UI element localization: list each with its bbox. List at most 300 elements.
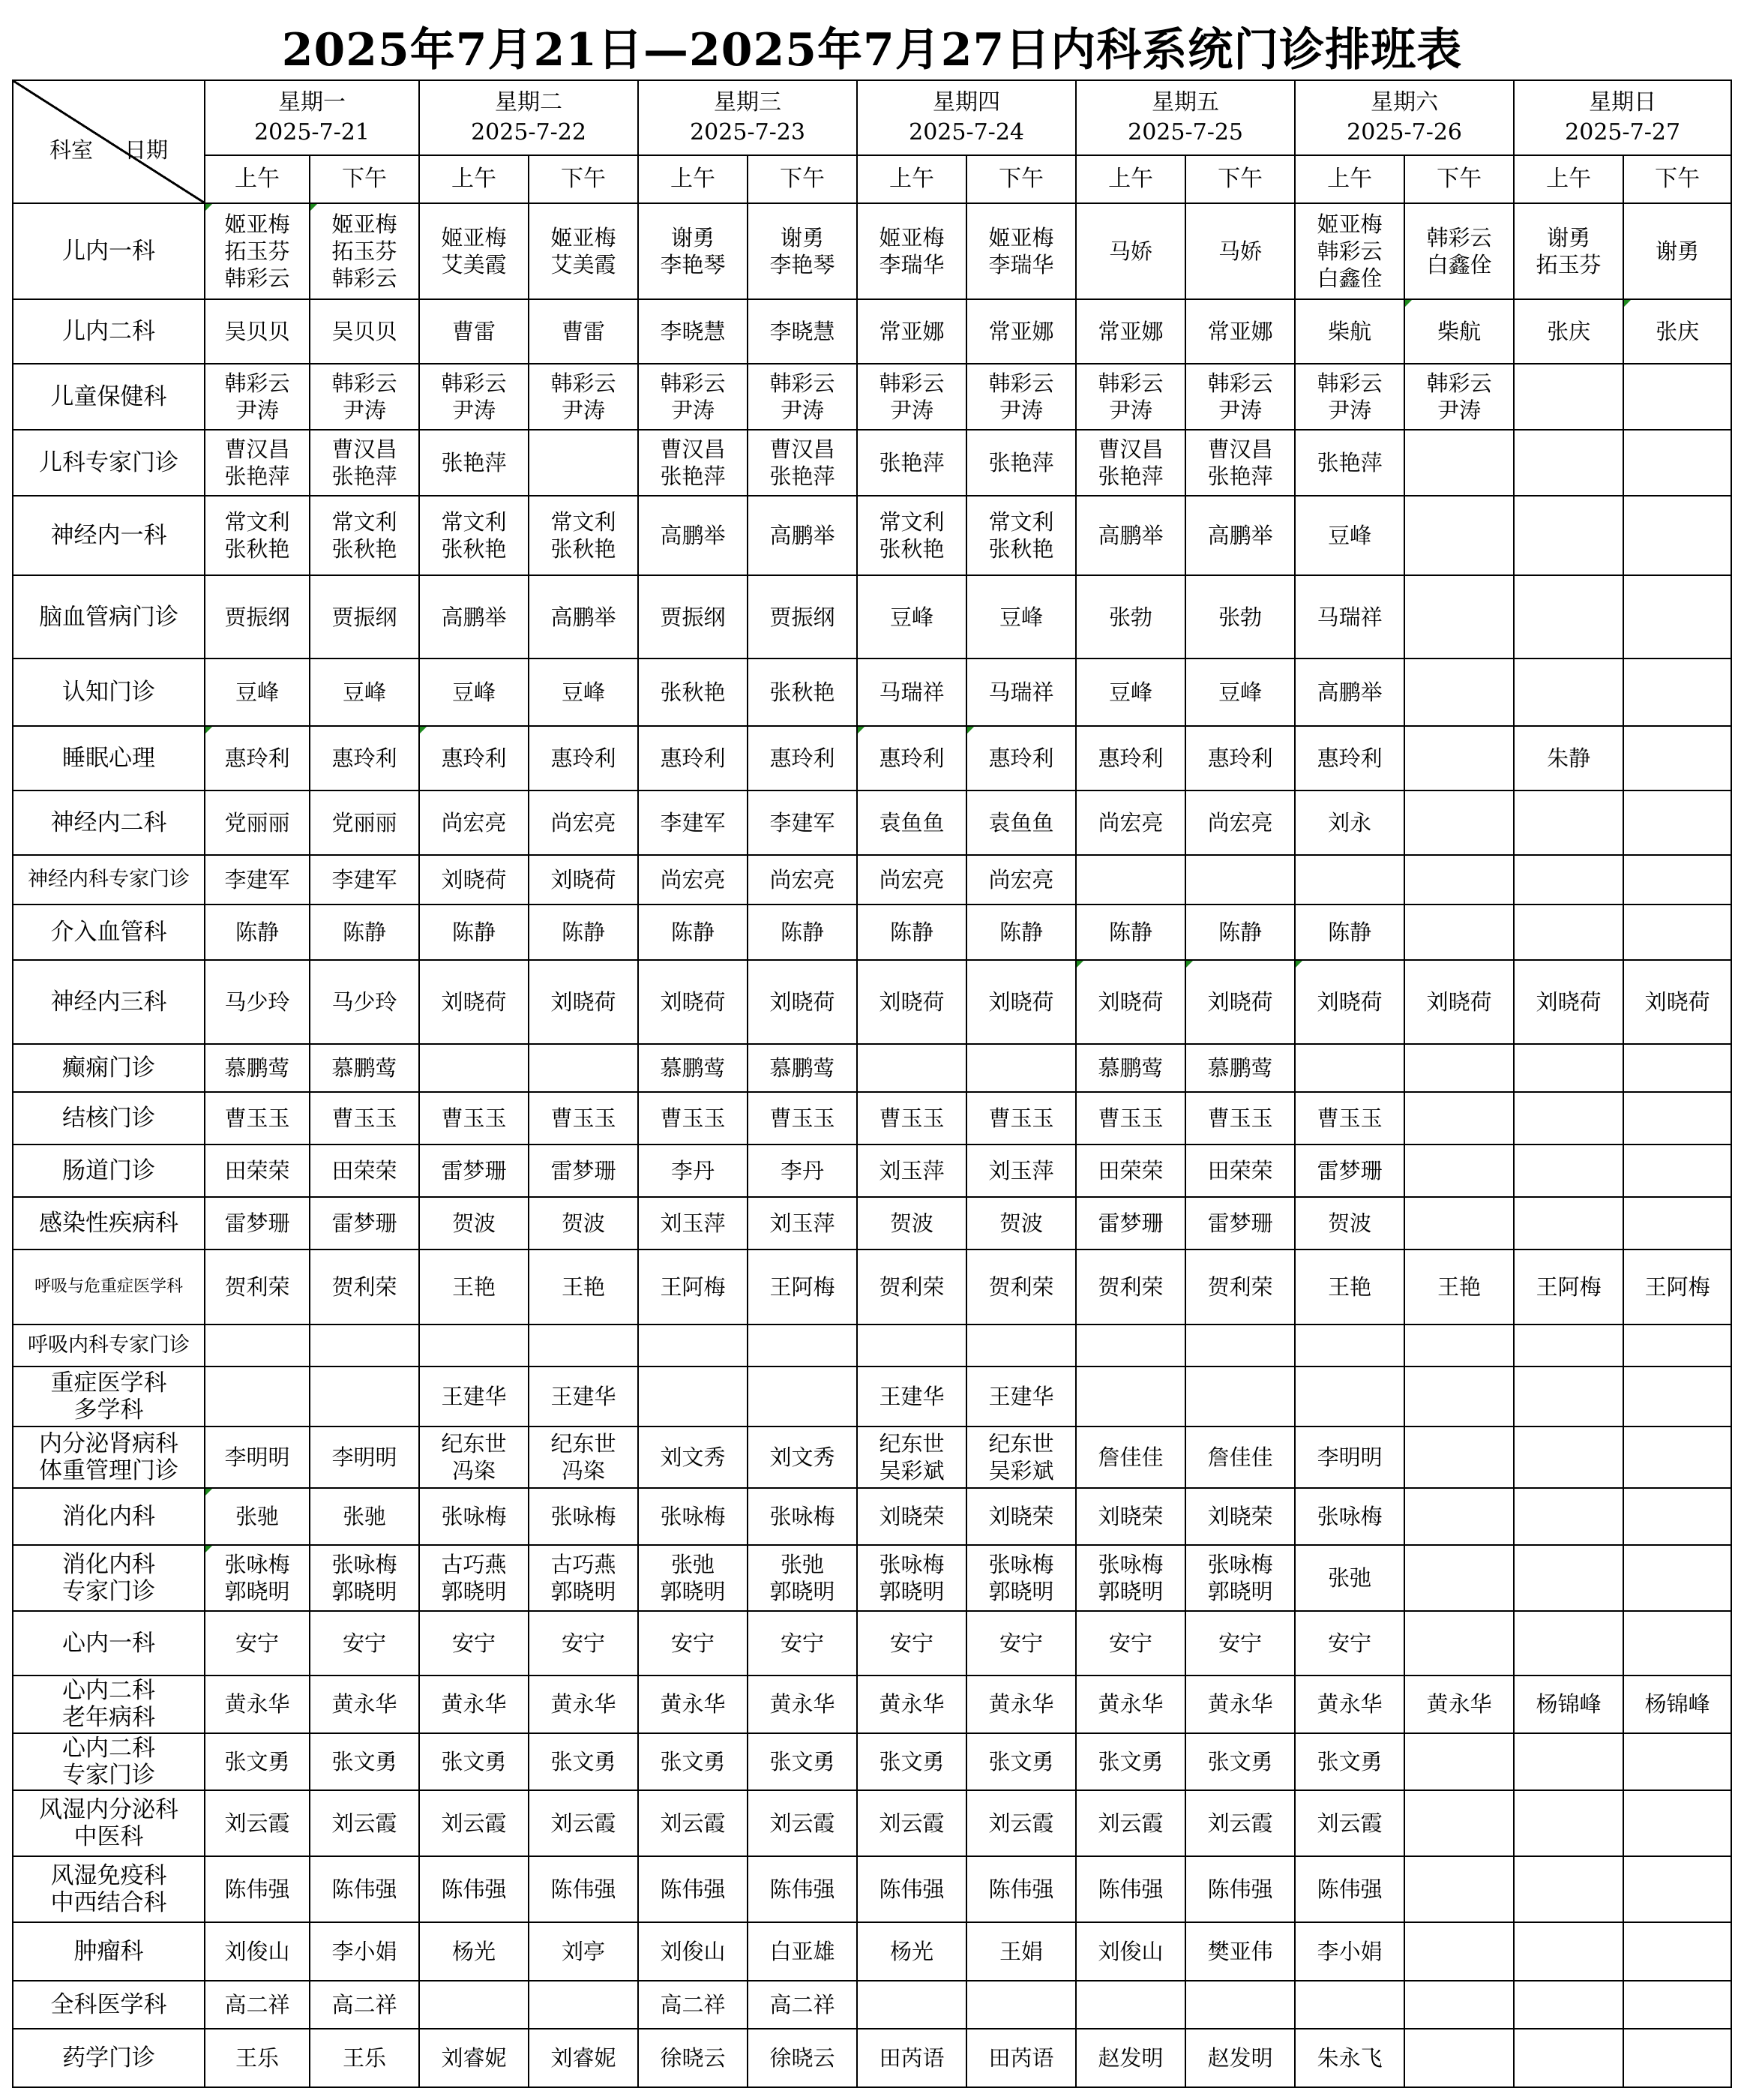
schedule-cell: [419, 1092, 529, 1144]
doctor-name: 刘玉萍: [660, 1210, 726, 1237]
doctor-name: 刘晓荣: [1207, 1504, 1273, 1530]
schedule-cell: [1623, 2029, 1731, 2087]
schedule-cell: [1295, 1144, 1404, 1197]
schedule-cell: [1076, 1545, 1185, 1611]
doctor-name: 李丹: [671, 1158, 715, 1184]
schedule-cell: [529, 1250, 638, 1324]
schedule-cell: [529, 1144, 638, 1197]
schedule-cell: [310, 1922, 419, 1981]
schedule-cell: [205, 496, 310, 575]
schedule-cell: [748, 726, 857, 790]
doctor-name: 韩彩云: [550, 370, 616, 397]
schedule-cell: [1514, 1856, 1623, 1922]
schedule-cell: [748, 855, 857, 904]
doctor-name: 袁鱼鱼: [879, 809, 945, 836]
doctor-name: 安宁: [671, 1630, 715, 1657]
doctor-name: 高二祥: [660, 1991, 726, 2018]
schedule-cell: [419, 1197, 529, 1250]
schedule-cell: [310, 658, 419, 726]
schedule-cell: [205, 1611, 310, 1676]
schedule-cell: [1404, 726, 1514, 790]
doctor-name: 陈静: [999, 919, 1044, 945]
schedule-cell: [1185, 904, 1295, 960]
schedule-cell: [748, 1488, 857, 1545]
schedule-cell: [638, 1611, 748, 1676]
doctor-name: 张咏梅: [660, 1504, 726, 1530]
doctor-name: 尹涛: [1328, 398, 1372, 424]
dept-cell: [13, 575, 205, 658]
schedule-cell: [419, 904, 529, 960]
doctor-name: 马瑞祥: [988, 679, 1054, 705]
doctor-name: 柴航: [1328, 319, 1372, 345]
doctor-name: 韩彩云: [660, 370, 726, 397]
schedule-cell: [857, 726, 966, 790]
schedule-cell: [205, 726, 310, 790]
schedule-cell: [1404, 904, 1514, 960]
doctor-name: 贺利荣: [1207, 1274, 1273, 1300]
doctor-name: 张弛: [671, 1552, 715, 1578]
doctor-name: 常亚娜: [879, 319, 945, 345]
schedule-cell: [857, 430, 966, 496]
doctor-name: 纪东世: [550, 1431, 616, 1457]
dept-label: 重症医学科: [50, 1370, 167, 1397]
dept-label: 内分泌肾病科: [39, 1430, 178, 1458]
schedule-cell: [1404, 1856, 1514, 1922]
schedule-cell: [638, 790, 748, 855]
schedule-cell: [1514, 790, 1623, 855]
schedule-cell: [748, 1611, 857, 1676]
doctor-name: 陈静: [781, 919, 825, 945]
doctor-name: 曹玉玉: [1098, 1105, 1164, 1131]
doctor-name: 李明明: [224, 1444, 290, 1471]
schedule-cell: [205, 1092, 310, 1144]
schedule-cell: [1185, 496, 1295, 575]
schedule-cell: [1076, 203, 1185, 299]
doctor-name: 安宁: [343, 1630, 387, 1657]
schedule-cell: [205, 1366, 310, 1426]
doctor-name: 张艳萍: [1098, 464, 1164, 490]
doctor-name: 李晓慧: [660, 319, 726, 345]
schedule-cell: [529, 1197, 638, 1250]
schedule-cell: [1514, 1250, 1623, 1324]
schedule-cell: [966, 960, 1076, 1044]
doctor-name: 姬亚梅: [331, 212, 397, 238]
schedule-cell: [205, 1676, 310, 1732]
schedule-cell: [966, 1676, 1076, 1732]
date-label: 2025-7-24: [909, 119, 1024, 146]
dept-cell: [13, 1250, 205, 1324]
schedule-cell: [638, 2029, 748, 2087]
doctor-name: 惠玲利: [550, 745, 616, 771]
doctor-name: 高鹏举: [660, 523, 726, 549]
pm-header: 下午: [748, 155, 857, 203]
table-row: [13, 1545, 1731, 1611]
dept-label: 神经内三科: [50, 988, 167, 1016]
doctor-name: 杨锦峰: [1536, 1691, 1602, 1718]
schedule-cell: [1623, 1856, 1731, 1922]
doctor-name: 惠玲利: [1317, 745, 1383, 771]
dept-cell: [13, 658, 205, 726]
schedule-cell: [529, 575, 638, 658]
doctor-name: 拓玉芬: [1536, 252, 1602, 278]
doctor-name: 张弛: [781, 1552, 825, 1578]
schedule-cell: [966, 364, 1076, 430]
pm-header: 下午: [1623, 155, 1731, 203]
doctor-name: 张驰: [235, 1504, 279, 1530]
doctor-name: 黄永华: [1207, 1691, 1273, 1718]
doctor-name: 谢勇: [671, 225, 715, 251]
schedule-cell: [1404, 1144, 1514, 1197]
schedule-cell: [419, 299, 529, 364]
schedule-cell: [1623, 575, 1731, 658]
doctor-name: 刘晓荷: [1426, 988, 1492, 1015]
schedule-cell: [1404, 364, 1514, 430]
doctor-name: 刘俊山: [660, 1938, 726, 1964]
schedule-cell: [857, 855, 966, 904]
table-row: [13, 855, 1731, 904]
schedule-cell: [1295, 430, 1404, 496]
schedule-cell: [1623, 1366, 1731, 1426]
schedule-cell: [857, 1250, 966, 1324]
schedule-cell: [638, 1250, 748, 1324]
schedule-cell: [419, 364, 529, 430]
table-row: [13, 960, 1731, 1044]
schedule-cell: [419, 1324, 529, 1366]
am-header: 上午: [205, 155, 310, 203]
doctor-name: 惠玲利: [988, 745, 1054, 771]
schedule-cell: [857, 1366, 966, 1426]
schedule-cell: [857, 1144, 966, 1197]
schedule-cell: [1514, 496, 1623, 575]
dept-label: 神经内一科: [50, 522, 167, 550]
doctor-name: 安宁: [1328, 1630, 1372, 1657]
doctor-name: 田荣荣: [224, 1158, 290, 1184]
schedule-cell: [857, 203, 966, 299]
doctor-name: 雷梦珊: [331, 1210, 397, 1237]
schedule-cell: [419, 2029, 529, 2087]
doctor-name: 韩彩云: [769, 370, 835, 397]
doctor-name: 姬亚梅: [988, 225, 1054, 251]
schedule-cell: [1076, 496, 1185, 575]
schedule-cell: [205, 364, 310, 430]
schedule-cell: [638, 904, 748, 960]
schedule-cell: [638, 1922, 748, 1981]
doctor-name: 刘云霞: [1317, 1810, 1383, 1836]
doctor-name: 郭晓明: [550, 1579, 616, 1605]
schedule-cell: [966, 1733, 1076, 1790]
schedule-cell: [857, 1545, 966, 1611]
schedule-cell: [1295, 790, 1404, 855]
doctor-name: 贺波: [1328, 1210, 1372, 1237]
doctor-name: 刘晓荷: [1536, 988, 1602, 1015]
schedule-cell: [1404, 790, 1514, 855]
doctor-name: 刘俊山: [1098, 1938, 1164, 1964]
doctor-name: 惠玲利: [660, 745, 726, 771]
schedule-cell: [1514, 726, 1623, 790]
doctor-name: 郭晓明: [224, 1579, 290, 1605]
doctor-name: 贾振纲: [331, 604, 397, 630]
doctor-name: 白亚雄: [769, 1938, 835, 1964]
doctor-name: 刘永: [1328, 809, 1372, 836]
doctor-name: 郭晓明: [769, 1579, 835, 1605]
schedule-cell: [966, 575, 1076, 658]
schedule-cell: [748, 1366, 857, 1426]
schedule-cell: [419, 790, 529, 855]
schedule-cell: [1295, 726, 1404, 790]
schedule-cell: [638, 855, 748, 904]
schedule-cell: [1295, 299, 1404, 364]
doctor-name: 张文勇: [441, 1748, 507, 1774]
schedule-cell: [310, 364, 419, 430]
doctor-name: 黄永华: [441, 1691, 507, 1718]
schedule-cell: [748, 790, 857, 855]
dept-cell: [13, 1733, 205, 1790]
dept-cell: [13, 960, 205, 1044]
doctor-name: 朱永飞: [1317, 2044, 1383, 2071]
doctor-name: 冯栥: [562, 1458, 606, 1484]
schedule-cell: [966, 1366, 1076, 1426]
schedule-cell: [1185, 1250, 1295, 1324]
schedule-cell: [1295, 203, 1404, 299]
doctor-name: 刘晓荷: [550, 988, 616, 1015]
schedule-cell: [1076, 960, 1185, 1044]
doctor-name: 贺利荣: [988, 1274, 1054, 1300]
schedule-cell: [1185, 1545, 1295, 1611]
doctor-name: 黄永华: [1098, 1691, 1164, 1718]
doctor-name: 赵发明: [1207, 2044, 1273, 2071]
doctor-name: 曹汉昌: [660, 436, 726, 463]
schedule-cell: [966, 1144, 1076, 1197]
dept-label: 神经内二科: [50, 808, 167, 836]
table-row: [13, 1856, 1731, 1922]
schedule-cell: [1295, 1488, 1404, 1545]
date-label: 2025-7-23: [690, 119, 805, 146]
doctor-name: 高鹏举: [1207, 523, 1273, 549]
pm-header: 下午: [966, 155, 1076, 203]
doctor-name: 郭晓明: [660, 1579, 726, 1605]
table-row: [13, 1324, 1731, 1366]
doctor-name: 惠玲利: [441, 745, 507, 771]
doctor-name: 豆峰: [1218, 679, 1263, 705]
doctor-name: 陈伟强: [988, 1876, 1054, 1902]
doctor-name: 黄永华: [1317, 1691, 1383, 1718]
doctor-name: 贺利荣: [224, 1274, 290, 1300]
schedule-cell: [419, 1144, 529, 1197]
schedule-cell: [310, 1092, 419, 1144]
schedule-cell: [1295, 1790, 1404, 1856]
schedule-cell: [1076, 430, 1185, 496]
schedule-cell: [638, 658, 748, 726]
schedule-cell: [748, 1922, 857, 1981]
doctor-name: 张弛: [1328, 1565, 1372, 1592]
dept-cell: [13, 1981, 205, 2029]
schedule-cell: [1514, 1092, 1623, 1144]
schedule-cell: [1076, 1426, 1185, 1488]
doctor-name: 黄永华: [1426, 1691, 1492, 1718]
doctor-name: 豆峰: [890, 604, 934, 630]
doctor-name: 刘晓荷: [1644, 988, 1710, 1015]
doctor-name: 李建军: [224, 866, 290, 892]
dept-label: 老年病科: [62, 1704, 155, 1732]
doctor-name: 张艳萍: [879, 450, 945, 476]
doctor-name: 黄永华: [331, 1691, 397, 1718]
schedule-cell: [205, 1426, 310, 1488]
schedule-cell: [1076, 575, 1185, 658]
doctor-name: 陈伟强: [224, 1876, 290, 1902]
schedule-cell: [310, 1324, 419, 1366]
doctor-name: 赵发明: [1098, 2044, 1164, 2071]
schedule-cell: [205, 1324, 310, 1366]
schedule-cell: [1623, 960, 1731, 1044]
schedule-cell: [1185, 2029, 1295, 2087]
doctor-name: 曹汉昌: [1207, 436, 1273, 463]
schedule-cell: [1623, 430, 1731, 496]
schedule-cell: [1295, 1545, 1404, 1611]
dept-label: 专家门诊: [62, 1761, 155, 1789]
table-row: [13, 1092, 1731, 1144]
schedule-cell: [638, 1488, 748, 1545]
schedule-cell: [966, 2029, 1076, 2087]
schedule-cell: [1514, 1044, 1623, 1092]
schedule-cell: [1623, 855, 1731, 904]
schedule-cell: [1185, 1856, 1295, 1922]
schedule-cell: [857, 960, 966, 1044]
schedule-cell: [748, 1092, 857, 1144]
schedule-cell: [1295, 1324, 1404, 1366]
schedule-cell: [419, 496, 529, 575]
dept-label: 中西结合科: [50, 1888, 167, 1916]
doctor-name: 豆峰: [562, 679, 606, 705]
day-header: [857, 80, 1076, 155]
doctor-name: 刘晓荷: [550, 866, 616, 892]
schedule-cell: [966, 1981, 1076, 2029]
doctor-name: 白鑫佺: [1317, 266, 1383, 292]
dept-label: 风湿内分泌科: [39, 1796, 178, 1823]
doctor-name: 张咏梅: [879, 1552, 945, 1578]
schedule-cell: [310, 1144, 419, 1197]
doctor-name: 詹佳佳: [1207, 1444, 1273, 1471]
schedule-cell: [310, 496, 419, 575]
schedule-cell: [1514, 904, 1623, 960]
doctor-name: 张秋艳: [660, 679, 726, 705]
schedule-cell: [1185, 960, 1295, 1044]
doctor-name: 马瑞祥: [1317, 604, 1383, 630]
table-row: [13, 1366, 1731, 1426]
schedule-cell: [1404, 1250, 1514, 1324]
doctor-name: 雷梦珊: [1317, 1158, 1383, 1184]
schedule-cell: [1185, 1922, 1295, 1981]
doctor-name: 刘云霞: [879, 1810, 945, 1836]
doctor-name: 贺波: [890, 1210, 934, 1237]
doctor-name: 刘云霞: [224, 1810, 290, 1836]
dept-cell: [13, 1856, 205, 1922]
schedule-cell: [1185, 299, 1295, 364]
doctor-name: 陈伟强: [879, 1876, 945, 1902]
doctor-name: 贺波: [562, 1210, 606, 1237]
doctor-name: 张秋艳: [769, 679, 835, 705]
schedule-cell: [1295, 1250, 1404, 1324]
schedule-cell: [310, 1981, 419, 2029]
schedule-cell: [1623, 1044, 1731, 1092]
dept-label: 全科医学科: [50, 1990, 167, 2018]
schedule-cell: [1295, 1044, 1404, 1092]
doctor-name: 张秋艳: [550, 536, 616, 562]
doctor-name: 韩彩云: [1098, 370, 1164, 397]
schedule-cell: [1404, 1092, 1514, 1144]
schedule-cell: [966, 1044, 1076, 1092]
schedule-cell: [1404, 203, 1514, 299]
dept-cell: [13, 1545, 205, 1611]
schedule-cell: [529, 1611, 638, 1676]
doctor-name: 豆峰: [235, 679, 279, 705]
schedule-cell: [1295, 575, 1404, 658]
schedule-cell: [1404, 1790, 1514, 1856]
schedule-cell: [1185, 855, 1295, 904]
doctor-name: 常文利: [879, 509, 945, 536]
doctor-name: 常亚娜: [1098, 319, 1164, 345]
doctor-name: 张庆: [1547, 319, 1591, 345]
schedule-cell: [966, 1092, 1076, 1144]
schedule-cell: [638, 1197, 748, 1250]
table-row: [13, 2029, 1731, 2087]
dept-cell: [13, 1197, 205, 1250]
doctor-name: 李艳琴: [769, 252, 835, 278]
doctor-name: 贾振纲: [224, 604, 290, 630]
table-row: [13, 496, 1731, 575]
schedule-cell: [857, 2029, 966, 2087]
schedule-cell: [1623, 790, 1731, 855]
doctor-name: 刘晓荷: [1207, 988, 1273, 1015]
schedule-cell: [638, 299, 748, 364]
schedule-cell: [966, 1611, 1076, 1676]
doctor-name: 高鹏举: [441, 604, 507, 630]
doctor-name: 刘云霞: [441, 1810, 507, 1836]
doctor-name: 张文勇: [550, 1748, 616, 1774]
schedule-cell: [1076, 1144, 1185, 1197]
schedule-cell: [419, 1250, 529, 1324]
schedule-cell: [205, 1250, 310, 1324]
schedule-cell: [1404, 1545, 1514, 1611]
doctor-name: 陈伟强: [1207, 1876, 1273, 1902]
doctor-name: 王乐: [235, 2044, 279, 2071]
weekday-label: 星期四: [933, 89, 1001, 116]
schedule-cell: [748, 658, 857, 726]
schedule-cell: [1623, 1144, 1731, 1197]
schedule-cell: [205, 1790, 310, 1856]
schedule-cell: [748, 1044, 857, 1092]
schedule-cell: [857, 1856, 966, 1922]
doctor-name: 张文勇: [224, 1748, 290, 1774]
schedule-cell: [1404, 299, 1514, 364]
schedule-cell: [419, 1790, 529, 1856]
doctor-name: 艾美霞: [550, 252, 616, 278]
dept-label: 儿童保健科: [50, 383, 167, 411]
doctor-name: 郭晓明: [1207, 1579, 1273, 1605]
schedule-cell: [310, 1790, 419, 1856]
dept-label: 药学门诊: [62, 2044, 155, 2072]
doctor-name: 李建军: [331, 866, 397, 892]
schedule-cell: [1076, 1250, 1185, 1324]
schedule-cell: [1185, 726, 1295, 790]
doctor-name: 陈静: [1328, 919, 1372, 945]
day-header: [1295, 80, 1514, 155]
schedule-cell: [1295, 658, 1404, 726]
dept-label: 神经内科专家门诊: [28, 867, 190, 891]
schedule-cell: [857, 1426, 966, 1488]
doctor-name: 雷梦珊: [441, 1158, 507, 1184]
doctor-name: 陈静: [671, 919, 715, 945]
doctor-name: 张咏梅: [1317, 1504, 1383, 1530]
